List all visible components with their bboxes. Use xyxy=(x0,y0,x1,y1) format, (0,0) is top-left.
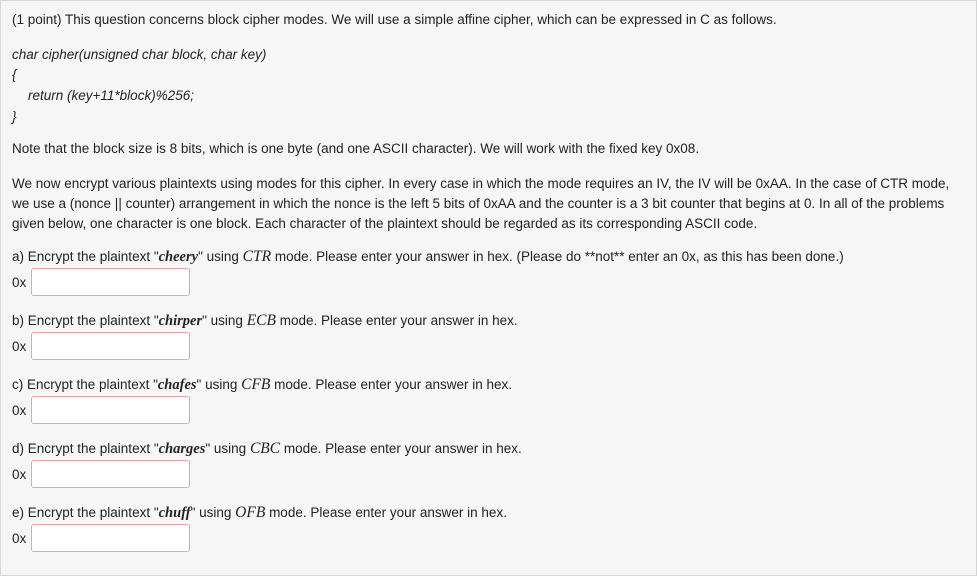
question-e-mode: OFB xyxy=(235,504,266,521)
code-signature: char cipher(unsigned char block, char key) xyxy=(12,47,267,62)
question-d xyxy=(12,440,522,458)
problem-intro: (1 point) This question concerns block cipher modes. We will use a simple affine cipher, which can be expressed in C as follows. xyxy=(12,12,777,27)
question-a xyxy=(12,248,844,266)
code-open-brace: { xyxy=(12,67,17,82)
question-d-mode: CBC xyxy=(249,440,281,457)
question-a-using: " using xyxy=(198,249,243,264)
question-a-label: a) Encrypt the plaintext " xyxy=(12,249,159,264)
question-a-mode: CTR xyxy=(242,248,272,265)
question-d-label: d) Encrypt the plaintext " xyxy=(12,441,159,456)
note-encrypt-info: We now encrypt various plaintexts using modes for this cipher. In every case in which the mode requires an IV, the IV will be 0xAA. In the case of CTR mode, we use a (nonce || counter) arrangement in which the nonce is the left 5 bits of 0xAA and the counter is a 3 bit counter that begins at 0. In all of the problems given below, one character is one block. Each character of the plaintext should be regarded as its corresponding ASCII code. xyxy=(12,176,950,231)
question-c-tail: mode. Please enter your answer in hex. xyxy=(270,377,513,392)
question-b-using: " using xyxy=(202,313,247,328)
answer-row-a xyxy=(12,267,190,297)
note-block-size: Note that the block size is 8 bits, which is one byte (and one ASCII character). We will work with the fixed key 0x08. xyxy=(12,141,700,156)
answer-d-prefix: 0x xyxy=(12,466,27,482)
question-c-label: c) Encrypt the plaintext " xyxy=(12,377,158,392)
question-c-mode: CFB xyxy=(241,376,271,393)
answer-row-c xyxy=(12,395,190,425)
question-b xyxy=(12,312,518,330)
question-e-label: e) Encrypt the plaintext " xyxy=(12,505,159,520)
answer-row-e xyxy=(12,523,190,553)
answer-c-input[interactable] xyxy=(31,396,190,424)
question-b-tail: mode. Please enter your answer in hex. xyxy=(275,313,518,328)
answer-c-prefix: 0x xyxy=(12,402,27,418)
question-a-tail: mode. Please enter your answer in hex. (Please do **not** enter an 0x, as this has been done.) xyxy=(271,249,844,264)
question-c xyxy=(12,376,512,394)
question-b-plaintext: chirper xyxy=(158,313,203,329)
code-close-brace: } xyxy=(12,109,17,124)
question-a-plaintext: cheery xyxy=(158,249,199,265)
code-body: return (key+11*block)%256; xyxy=(28,88,194,103)
answer-d-input[interactable] xyxy=(31,460,190,488)
answer-a-prefix: 0x xyxy=(12,274,27,290)
question-e-using: " using xyxy=(190,505,236,520)
answer-e-prefix: 0x xyxy=(12,530,27,546)
answer-row-d xyxy=(12,459,190,489)
question-c-plaintext: chafes xyxy=(157,377,197,393)
question-d-tail: mode. Please enter your answer in hex. xyxy=(280,441,522,456)
answer-row-b xyxy=(12,331,190,361)
answer-b-input[interactable] xyxy=(31,332,190,360)
question-b-mode: ECB xyxy=(246,312,276,329)
question-e-tail: mode. Please enter your answer in hex. xyxy=(265,505,507,520)
question-c-using: " using xyxy=(196,377,242,392)
question-e-plaintext: chuff xyxy=(158,505,191,521)
answer-b-prefix: 0x xyxy=(12,338,27,354)
question-b-label: b) Encrypt the plaintext " xyxy=(12,313,159,328)
answer-a-input[interactable] xyxy=(31,268,190,296)
question-d-using: " using xyxy=(205,441,250,456)
question-e xyxy=(12,504,507,522)
answer-e-input[interactable] xyxy=(31,524,190,552)
question-d-plaintext: charges xyxy=(158,441,206,457)
